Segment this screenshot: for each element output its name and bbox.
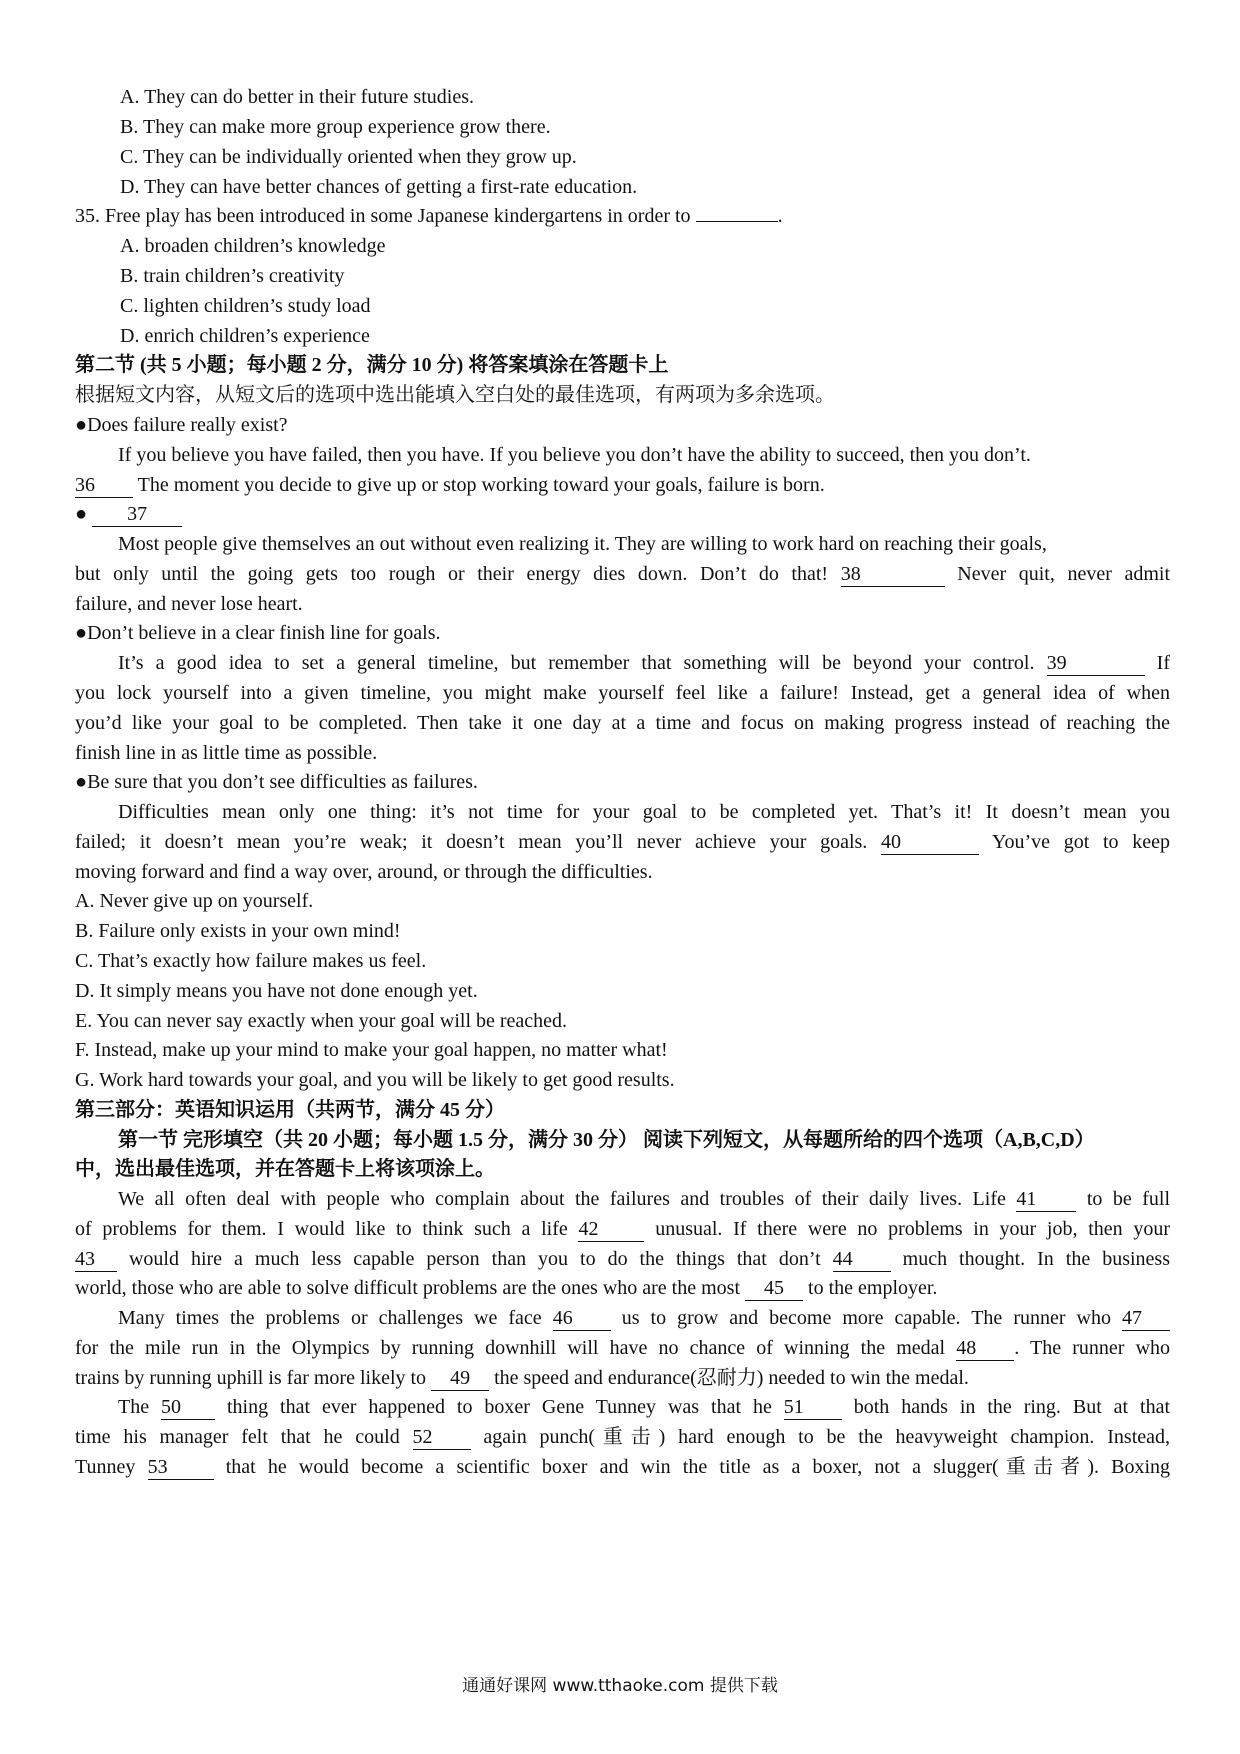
cloze-line3-a: would hire a much less capable person than you to do the things that don’t [128,1248,821,1270]
page-footer: 通通好课网 www.tthaoke.com 提供下载 [462,1676,778,1696]
blank-51: 51 [784,1395,842,1420]
cloze-line2-b: unusual. If there were no problems in your job, then your [655,1218,1170,1240]
choice-a: A. Never give up on yourself. [75,890,314,912]
q34-option-b: B. They can make more group experience grow there. [120,116,551,138]
passage-p2-line1: Most people give themselves an out without even realizing it. They are willing to work hard on reaching their goals, [118,533,1047,555]
passage-p2-line2 [75,558,1170,591]
cloze-line8-c: both hands in the ring. But at that [853,1396,1170,1418]
passage-p3-line1-b: If [1156,652,1170,674]
blank-37: 37 [92,502,182,527]
cloze-line2 [75,1213,1170,1246]
section2-instruction: 根据短文内容，从短文后的选项中选出能填入空白处的最佳选项，有两项为多余选项。 [75,384,835,406]
passage-p2-line3: failure, and never lose heart. [75,593,303,615]
blank-41: 41 [1016,1187,1076,1212]
q34-option-d: D. They can have better chances of getting a first-rate education. [120,176,638,198]
cloze-line1-a: We all often deal with people who complain about the failures and troubles of their daily lives. Life [118,1188,1006,1210]
passage-p4-line1: Difficulties mean only one thing: it’s not time for your goal to be completed yet. That’s it! It doesn’t mean you [118,801,1170,823]
cloze-line5 [118,1302,1170,1335]
q35-stem [75,200,1170,233]
passage-p4-line3: moving forward and find a way over, around, or through the difficulties. [75,861,653,883]
blank-44: 44 [833,1247,891,1272]
q35-option-b: B. train children’s creativity [120,265,345,287]
blank-46: 46 [553,1306,611,1331]
section2-heading: 第二节 (共 5 小题；每小题 2 分，满分 10 分) 将答案填涂在答题卡上 [75,354,669,376]
cloze-line5-b: us to grow and become more capable. The runner who [621,1307,1111,1329]
passage-p4-line2 [75,826,1170,859]
cloze-line5-a: Many times the problems or challenges we face [118,1307,542,1329]
q35-blank [696,221,778,222]
passage-p3-line2: you lock yourself into a given timeline, you might make yourself feel like a failure! Instead, get a general idea of when [75,682,1170,704]
cloze-line9-b: again punch(重击) hard enough to be the heavyweight champion. Instead, [483,1426,1170,1448]
choice-g: G. Work hard towards your goal, and you will be likely to get good results. [75,1069,675,1091]
q35-stem-text: 35. Free play has been introduced in some Japanese kindergartens in order to [75,205,691,227]
passage-p1-line1: If you believe you have failed, then you have. If you believe you don’t have the ability to succeed, then you don’t. [118,444,1031,466]
blank-43: 43 [75,1247,117,1272]
cloze-line4 [75,1272,1170,1305]
cloze-line1-b: to be full [1086,1188,1170,1210]
cloze-line7-b: the speed and endurance(忍耐力) needed to win the medal. [494,1367,969,1389]
choice-f: F. Instead, make up your mind to make your goal happen, no matter what! [75,1039,668,1061]
passage-p4-line2-a: failed; it doesn’t mean you’re weak; it doesn’t mean you’ll never achieve your goals. [75,831,868,853]
q35-option-a: A. broaden children’s knowledge [120,235,386,257]
blank-50: 50 [161,1395,215,1420]
blank-42: 42 [578,1217,644,1242]
blank-48: 48 [956,1336,1014,1361]
bullet-2: ● [75,503,88,525]
cloze-line10-b: that he would become a scientific boxer and win the title as a boxer, not a slugger(重击者). Boxing [225,1456,1170,1478]
cloze-line9-a: time his manager felt that he could [75,1426,400,1448]
cloze-line9 [75,1421,1170,1454]
blank-45: 45 [745,1276,803,1301]
blank-39: 39 [1047,651,1145,676]
blank-53: 53 [148,1455,214,1480]
q35-option-d: D. enrich children’s experience [120,325,370,347]
passage-heading-2 [75,498,1170,531]
cloze-line7-a: trains by running uphill is far more likely to [75,1367,427,1389]
passage-heading-1: ●Does failure really exist? [75,414,288,436]
q34-option-a: A. They can do better in their future studies. [120,86,474,108]
q34-option-c: C. They can be individually oriented when they grow up. [120,146,577,168]
cloze-line10-a: Tunney [75,1456,136,1478]
blank-40: 40 [881,830,979,855]
blank-49: 49 [431,1366,489,1391]
part3-heading: 第三部分：英语知识运用（共两节，满分 45 分） [75,1099,505,1121]
choice-b: B. Failure only exists in your own mind! [75,920,401,942]
blank-52: 52 [413,1425,471,1450]
passage-p1-line2-text: The moment you decide to give up or stop working toward your goals, failure is born. [137,474,825,496]
q35-option-c: C. lighten children’s study load [120,295,371,317]
cloze-line6-b: . The runner who [1014,1337,1170,1359]
blank-36: 36 [75,473,133,498]
passage-heading-3: ●Don’t believe in a clear finish line for goals. [75,622,441,644]
passage-p3-line1 [118,647,1170,680]
part3-section1-line2: 中，选出最佳选项，并在答题卡上将该项涂上。 [75,1158,495,1180]
q35-stem-end: . [777,205,783,227]
choice-c: C. That’s exactly how failure makes us feel. [75,950,427,972]
cloze-line1 [118,1183,1170,1216]
blank-38: 38 [841,562,945,587]
part3-section1-line1: 第一节 完形填空（共 20 小题；每小题 1.5 分，满分 30 分） 阅读下列短文，从每题所给的四个选项（A,B,C,D） [118,1129,1095,1151]
cloze-line2-a: of problems for them. I would like to think such a life [75,1218,568,1240]
passage-p3-line4: finish line in as little time as possible. [75,742,378,764]
cloze-line10 [75,1451,1170,1484]
passage-heading-4: ●Be sure that you don’t see difficulties as failures. [75,771,478,793]
blank-47: 47 [1122,1306,1170,1331]
cloze-line8-b: thing that ever happened to boxer Gene Tunney was that he [227,1396,772,1418]
cloze-line4-b: to the employer. [808,1277,938,1299]
passage-p4-line2-b: You’ve got to keep [992,831,1170,853]
cloze-line6-a: for the mile run in the Olympics by running downhill will have no chance of winning the medal [75,1337,946,1359]
passage-p2-line2-a: but only until the going gets too rough or their energy dies down. Don’t do that! [75,563,829,585]
cloze-line3-b: much thought. In the business [902,1248,1170,1270]
cloze-line4-a: world, those who are able to solve difficult problems are the ones who are the most [75,1277,741,1299]
choice-d: D. It simply means you have not done enough yet. [75,980,478,1002]
choice-e: E. You can never say exactly when your goal will be reached. [75,1010,568,1032]
passage-p3-line1-a: It’s a good idea to set a general timeline, but remember that something will be beyond your control. [118,652,1035,674]
passage-p2-line2-b: Never quit, never admit [957,563,1170,585]
cloze-line8 [118,1391,1170,1424]
cloze-line8-a: The [118,1396,150,1418]
cloze-line6 [75,1332,1170,1365]
passage-p3-line3: you’d like your goal to be completed. Then take it one day at a time and focus on making progress instead of reaching the [75,712,1170,734]
